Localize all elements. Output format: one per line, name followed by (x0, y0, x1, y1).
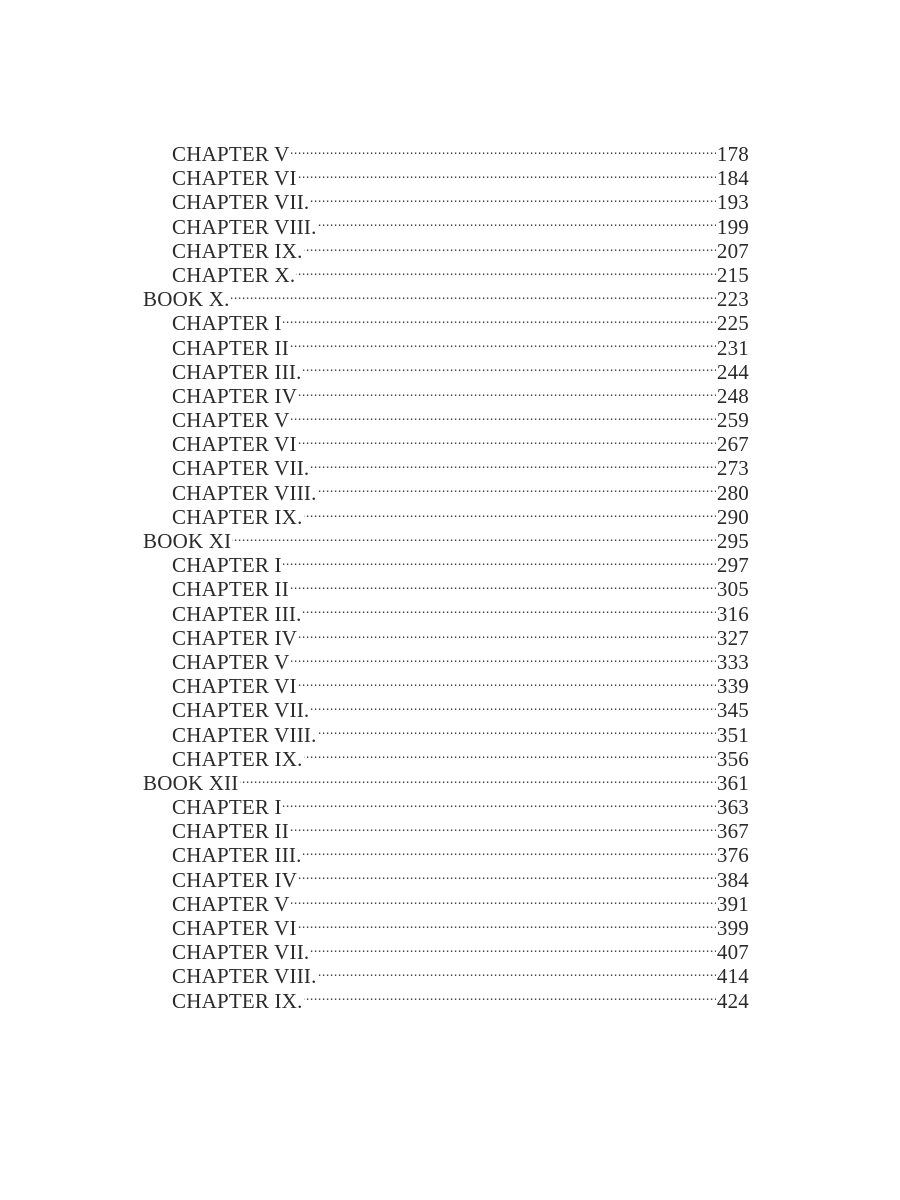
toc-entry-label: CHAPTER IX. (172, 238, 303, 263)
toc-chapter-entry[interactable] (143, 309, 749, 336)
toc-chapter-entry[interactable] (143, 866, 749, 890)
dot-leader (303, 600, 716, 621)
dot-leader (298, 382, 716, 403)
toc-chapter-entry[interactable] (143, 358, 749, 382)
dot-leader (291, 648, 716, 669)
toc-entry-page-number: 351 (716, 722, 749, 747)
dot-leader (318, 479, 716, 500)
dot-leader (296, 261, 716, 282)
toc-entry-label: CHAPTER IV (172, 625, 298, 650)
toc-chapter-entry[interactable] (143, 745, 749, 769)
toc-entry-page-number: 259 (716, 408, 749, 433)
toc-chapter-entry[interactable] (143, 793, 749, 820)
toc-entry-page-number: 231 (716, 335, 749, 360)
toc-entry-page-number: 295 (716, 529, 749, 553)
toc-entry-label: CHAPTER VII. (172, 456, 310, 481)
toc-entry-page-number: 244 (716, 359, 749, 384)
toc-entry-label: CHAPTER V (172, 408, 290, 433)
toc-entry-page-number: 316 (716, 601, 749, 626)
toc-entry-page-number: 193 (716, 190, 749, 215)
dot-leader (240, 769, 716, 790)
toc-entry-label: CHAPTER IX. (172, 746, 303, 771)
toc-entry-label: CHAPTER II (172, 577, 289, 602)
dot-leader (318, 721, 716, 742)
toc-entry-label: CHAPTER II (172, 335, 289, 360)
toc-entry-page-number: 327 (716, 625, 749, 650)
toc-entry-label: CHAPTER VII. (172, 698, 310, 723)
toc-entry-page-number: 305 (716, 577, 749, 602)
toc-entry-page-number: 407 (716, 940, 749, 965)
toc-chapter-entry[interactable] (143, 600, 749, 624)
dot-leader (298, 866, 716, 887)
toc-chapter-entry[interactable] (143, 430, 749, 457)
toc-entry-page-number: 363 (716, 795, 749, 820)
toc-entry-page-number: 178 (716, 142, 749, 166)
dot-leader (310, 938, 716, 959)
toc-entry-label: CHAPTER VIII. (172, 480, 317, 505)
toc-entry-label: CHAPTER IV (172, 383, 298, 408)
toc-entry-label: CHAPTER II (172, 819, 289, 844)
toc-chapter-entry[interactable] (143, 479, 749, 503)
toc-entry-page-number: 184 (716, 166, 749, 191)
toc-chapter-entry[interactable] (143, 334, 749, 358)
dot-leader (283, 793, 716, 814)
toc-chapter-entry[interactable] (143, 987, 749, 1011)
toc-entry-label: CHAPTER III. (172, 843, 302, 868)
toc-entry-page-number: 280 (716, 480, 749, 505)
toc-entry-page-number: 367 (716, 819, 749, 844)
toc-entry-label: CHAPTER V (172, 649, 290, 674)
toc-entry-label: CHAPTER VII. (172, 190, 310, 215)
toc-entry-label: CHAPTER VIII. (172, 964, 317, 989)
toc-chapter-entry[interactable] (143, 672, 749, 699)
toc-entry-page-number: 384 (716, 867, 749, 892)
toc-chapter-entry[interactable] (143, 624, 749, 648)
dot-leader (298, 164, 716, 185)
toc-entry-page-number: 215 (716, 262, 749, 287)
dot-leader (303, 358, 716, 379)
toc-entry-label: CHAPTER VIII. (172, 722, 317, 747)
dot-leader (304, 745, 716, 766)
toc-entry-page-number: 339 (716, 674, 749, 699)
toc-entry-label: CHAPTER IX. (172, 504, 303, 529)
dot-leader (303, 841, 716, 862)
dot-leader (290, 575, 716, 596)
toc-entry-page-number: 248 (716, 383, 749, 408)
toc-entry-label: BOOK XII (143, 770, 239, 795)
toc-entry-label: CHAPTER VI (172, 916, 297, 940)
toc-chapter-entry[interactable] (143, 817, 749, 844)
toc-chapter-entry[interactable] (143, 575, 749, 602)
toc-entry-page-number: 297 (716, 553, 749, 578)
toc-entry-page-number: 207 (716, 238, 749, 263)
toc-entry-label: BOOK XI (143, 529, 232, 553)
table-of-contents (143, 140, 749, 1011)
dot-leader (298, 430, 716, 451)
dot-leader (290, 334, 716, 355)
toc-entry-label: CHAPTER I (172, 553, 282, 578)
toc-chapter-entry[interactable] (143, 914, 749, 938)
toc-chapter-entry[interactable] (143, 213, 749, 237)
toc-entry-page-number: 290 (716, 504, 749, 529)
dot-leader (310, 696, 716, 717)
toc-entry-page-number: 356 (716, 746, 749, 771)
dot-leader (298, 624, 716, 645)
toc-entry-page-number: 199 (716, 214, 749, 239)
toc-book-entry[interactable] (143, 527, 749, 551)
toc-chapter-entry[interactable] (143, 164, 749, 191)
toc-entry-label: CHAPTER VI (172, 166, 297, 191)
dot-leader (291, 890, 716, 911)
toc-entry-label: CHAPTER VI (172, 432, 297, 457)
toc-chapter-entry[interactable] (143, 140, 749, 164)
toc-entry-page-number: 273 (716, 456, 749, 481)
dot-leader (283, 309, 716, 330)
toc-entry-label: CHAPTER III. (172, 359, 302, 384)
dot-leader (290, 817, 716, 838)
toc-chapter-entry[interactable] (143, 938, 749, 965)
toc-entry-label: CHAPTER I (172, 311, 282, 336)
toc-entry-label: CHAPTER VIII. (172, 214, 317, 239)
toc-book-entry[interactable] (143, 285, 749, 312)
toc-chapter-entry[interactable] (143, 841, 749, 868)
toc-entry-page-number: 225 (716, 311, 749, 336)
toc-entry-page-number: 333 (716, 649, 749, 674)
toc-entry-label: CHAPTER IX. (172, 988, 303, 1013)
toc-chapter-entry[interactable] (143, 454, 749, 481)
toc-entry-label: CHAPTER V (172, 891, 290, 916)
toc-chapter-entry[interactable] (143, 406, 749, 433)
toc-entry-page-number: 424 (716, 988, 749, 1013)
toc-entry-label: CHAPTER I (172, 795, 282, 820)
dot-leader (291, 140, 716, 161)
toc-chapter-entry[interactable] (143, 382, 749, 406)
dot-leader (318, 962, 716, 983)
toc-entry-page-number: 223 (716, 287, 749, 312)
dot-leader (283, 551, 716, 572)
toc-entry-page-number: 267 (716, 432, 749, 457)
toc-entry-page-number: 345 (716, 698, 749, 723)
dot-leader (298, 672, 716, 693)
toc-entry-page-number: 361 (716, 770, 749, 795)
toc-chapter-entry[interactable] (143, 962, 749, 989)
toc-chapter-entry[interactable] (143, 721, 749, 745)
toc-chapter-entry[interactable] (143, 188, 749, 215)
toc-chapter-entry[interactable] (143, 696, 749, 723)
toc-entry-page-number: 376 (716, 843, 749, 868)
dot-leader (298, 914, 716, 935)
toc-chapter-entry[interactable] (143, 551, 749, 578)
toc-entry-label: CHAPTER V (172, 142, 290, 166)
toc-entry-label: CHAPTER X. (172, 262, 296, 287)
dot-leader (304, 503, 716, 524)
dot-leader (318, 213, 716, 234)
toc-entry-label: CHAPTER III. (172, 601, 302, 626)
dot-leader (291, 406, 716, 427)
dot-leader (310, 454, 716, 475)
toc-entry-label: BOOK X. (143, 287, 230, 312)
dot-leader (232, 527, 716, 548)
toc-chapter-entry[interactable] (143, 503, 749, 527)
toc-entry-page-number: 414 (716, 964, 749, 989)
toc-chapter-entry[interactable] (143, 261, 749, 285)
toc-book-entry[interactable] (143, 769, 749, 793)
toc-chapter-entry[interactable] (143, 237, 749, 261)
toc-entry-page-number: 391 (716, 891, 749, 916)
toc-entry-label: CHAPTER VII. (172, 940, 310, 965)
toc-entry-label: CHAPTER VI (172, 674, 297, 699)
dot-leader (310, 188, 716, 209)
dot-leader (304, 987, 716, 1008)
toc-chapter-entry[interactable] (143, 890, 749, 914)
toc-entry-label: CHAPTER IV (172, 867, 298, 892)
dot-leader (231, 285, 716, 306)
toc-entry-page-number: 399 (716, 916, 749, 940)
toc-chapter-entry[interactable] (143, 648, 749, 672)
dot-leader (304, 237, 716, 258)
